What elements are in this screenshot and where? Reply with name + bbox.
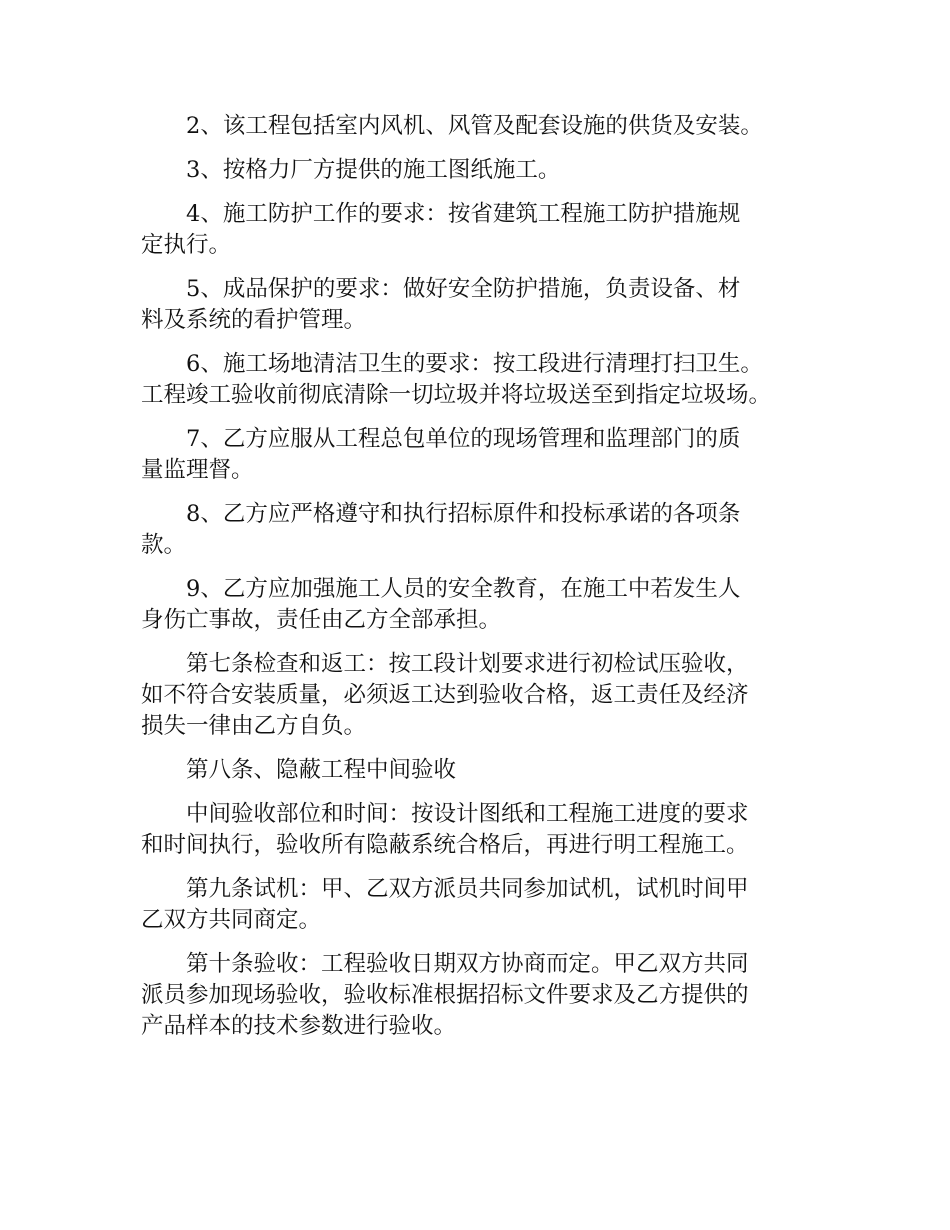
article-9-trial-run (141, 874, 831, 936)
paragraph-line: 款。 (141, 532, 187, 558)
paragraph-item-5 (141, 274, 831, 336)
paragraph-line: 第八条、隐蔽工程中间验收 (186, 757, 457, 783)
paragraph-line: 和时间执行，验收所有隐蔽系统合格后，再进行明工程施工。 (141, 832, 749, 858)
paragraph-line: 第七条检查和返工：按工段计划要求进行初检试压验收， (186, 651, 749, 677)
paragraph-line: 工程竣工验收前彻底清除一切垃圾并将垃圾送至到指定垃圾场。 (141, 382, 772, 408)
paragraph-line: 料及系统的看护管理。 (141, 307, 367, 333)
paragraph-item-2 (141, 111, 831, 142)
paragraph-line: 派员参加现场验收，验收标准根据招标文件要求及乙方提供的 (141, 982, 749, 1008)
paragraph-line: 3、按格力厂方提供的施工图纸施工。 (186, 157, 561, 183)
paragraph-item-8 (141, 499, 831, 561)
paragraph-line: 产品样本的技术参数进行验收。 (141, 1013, 457, 1039)
paragraph-line: 第九条试机：甲、乙双方派员共同参加试机，试机时间甲 (186, 876, 749, 902)
paragraph-line: 9、乙方应加强施工人员的安全教育，在施工中若发生人 (186, 576, 741, 602)
paragraph-line: 8、乙方应严格遵守和执行招标原件和投标承诺的各项条 (186, 501, 741, 527)
paragraph-item-9 (141, 574, 831, 636)
paragraph-line: 量监理督。 (141, 457, 254, 483)
article-7-inspection (141, 649, 831, 742)
paragraph-line: 5、成品保护的要求：做好安全防护措施，负责设备、材 (186, 276, 741, 302)
paragraph-line: 第十条验收：工程验收日期双方协商而定。甲乙双方共同 (186, 951, 749, 977)
paragraph-line: 6、施工场地清洁卫生的要求：按工段进行清理打扫卫生。 (186, 351, 763, 377)
paragraph-line: 2、该工程包括室内风机、风管及配套设施的供货及安装。 (186, 113, 763, 139)
paragraph-line: 7、乙方应服从工程总包单位的现场管理和监理部门的质 (186, 426, 741, 452)
interim-acceptance (141, 799, 831, 861)
paragraph-line: 损失一律由乙方自负。 (141, 713, 367, 739)
paragraph-item-3 (141, 155, 831, 186)
paragraph-line: 身伤亡事故，责任由乙方全部承担。 (141, 607, 502, 633)
paragraph-item-7 (141, 424, 831, 486)
document-body (141, 111, 831, 1055)
article-10-acceptance (141, 949, 831, 1042)
paragraph-item-4 (141, 199, 831, 261)
paragraph-line: 中间验收部位和时间：按设计图纸和工程施工进度的要求 (186, 801, 749, 827)
paragraph-line: 定执行。 (141, 232, 232, 258)
article-8-heading (141, 755, 831, 786)
paragraph-line: 4、施工防护工作的要求：按省建筑工程施工防护措施规 (186, 201, 741, 227)
paragraph-item-6 (141, 349, 831, 411)
paragraph-line: 乙双方共同商定。 (141, 907, 322, 933)
paragraph-line: 如不符合安装质量，必须返工达到验收合格，返工责任及经济 (141, 682, 749, 708)
